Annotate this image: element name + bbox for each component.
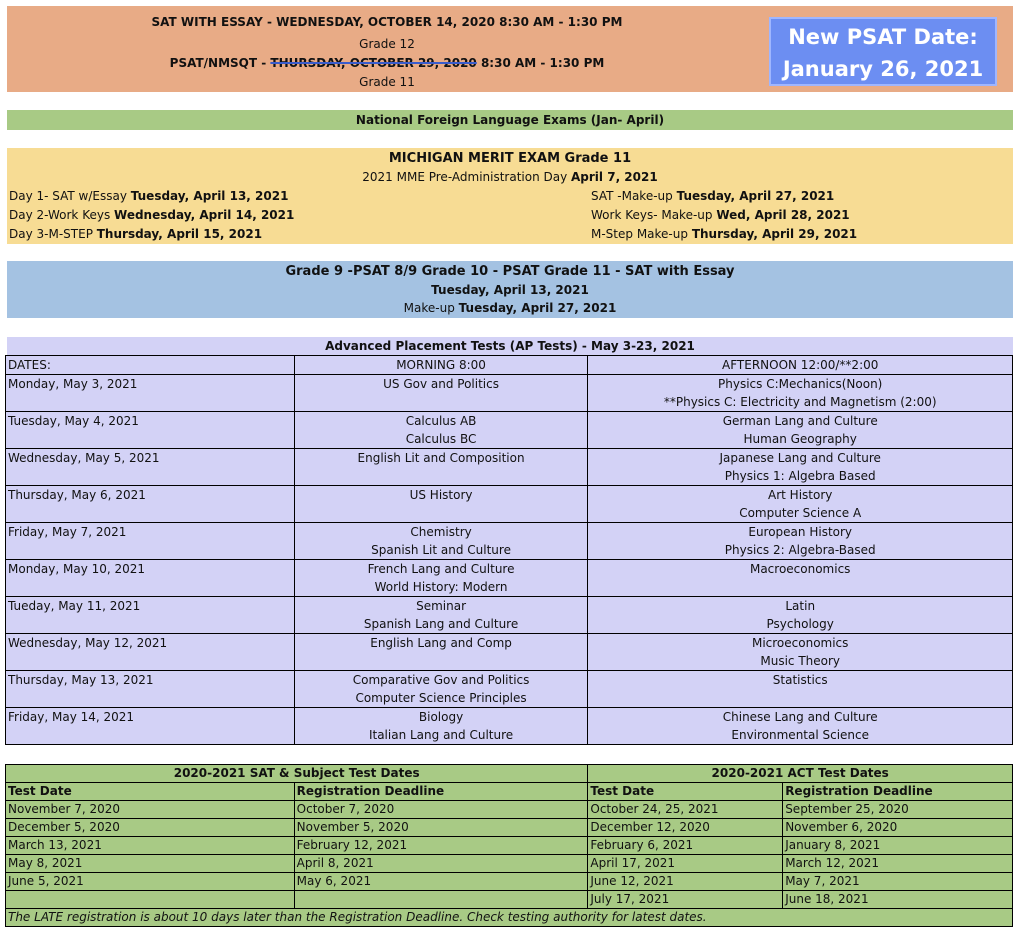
ap-exam: Latin xyxy=(785,599,816,613)
mme-day-label: Day 1- SAT w/Essay xyxy=(9,189,131,203)
ap-exam: German Lang and Culture xyxy=(722,414,878,428)
ap-date: Tueday, May 11, 2021 xyxy=(6,597,295,634)
sat-psat-banner xyxy=(7,6,1013,92)
table-row xyxy=(6,873,1013,891)
ap-date: Tuesday, May 4, 2021 xyxy=(6,412,295,449)
ap-exam: Statistics xyxy=(772,673,828,687)
act-test-date: April 17, 2021 xyxy=(588,855,783,873)
ap-date: Monday, May 10, 2021 xyxy=(6,560,295,597)
psat-grade: Grade 11 xyxy=(359,75,415,89)
grade-tests-makeup xyxy=(7,301,1013,315)
table-row xyxy=(6,597,1013,634)
ap-exam: US Gov and Politics xyxy=(383,377,499,391)
ap-exam: US History xyxy=(409,488,473,502)
grade-tests-date: Tuesday, April 13, 2021 xyxy=(431,283,589,297)
header-dates: DATES: xyxy=(6,356,295,375)
table-row xyxy=(6,708,1013,745)
ap-afternoon xyxy=(588,375,1013,412)
ap-afternoon xyxy=(588,412,1013,449)
act-test-date: February 6, 2021 xyxy=(588,837,783,855)
sat-dates-title: 2020-2021 SAT & Subject Test Dates xyxy=(6,765,588,783)
ap-exam: Spanish Lang and Culture xyxy=(363,617,519,631)
act-dates-title: 2020-2021 ACT Test Dates xyxy=(588,765,1013,783)
table-row xyxy=(6,855,1013,873)
grade-tests-makeup-label: Make-up xyxy=(403,301,459,315)
act-test-date: October 24, 25, 2021 xyxy=(588,801,783,819)
act-test-date: June 12, 2021 xyxy=(588,873,783,891)
sat-test-date: December 5, 2020 xyxy=(6,819,295,837)
ap-afternoon xyxy=(588,708,1013,745)
ap-exam: Physics 2: Algebra-Based xyxy=(724,543,876,557)
new-psat-date-box xyxy=(769,17,997,86)
sat-deadline: November 5, 2020 xyxy=(294,819,588,837)
mme-makeup-1 xyxy=(591,189,834,203)
table-header-row xyxy=(6,783,1013,801)
ap-exam: Spanish Lit and Culture xyxy=(371,543,511,557)
mme-pre-admin-date: April 7, 2021 xyxy=(571,170,658,184)
act-deadline: November 6, 2020 xyxy=(783,819,1013,837)
ap-exam: **Physics C: Electricity and Magnetism (2:00) xyxy=(663,395,937,409)
grade-tests-section xyxy=(7,261,1013,318)
sat-deadline: October 7, 2020 xyxy=(294,801,588,819)
ap-exam: Human Geography xyxy=(743,432,857,446)
table-row xyxy=(6,486,1013,523)
ap-exam: Physics C:Mechanics(Noon) xyxy=(718,377,883,391)
mme-makeup-label: M-Step Make-up xyxy=(591,227,692,241)
ap-date: Friday, May 14, 2021 xyxy=(6,708,295,745)
table-row xyxy=(6,819,1013,837)
ap-afternoon xyxy=(588,597,1013,634)
sat-test-date: March 13, 2021 xyxy=(6,837,295,855)
mme-day-2 xyxy=(9,208,294,222)
sat-test-date: November 7, 2020 xyxy=(6,801,295,819)
new-psat-label: New PSAT Date: xyxy=(788,25,978,49)
ap-afternoon xyxy=(588,486,1013,523)
ap-exam: Art History xyxy=(768,488,833,502)
ap-exam: Calculus AB xyxy=(405,414,477,428)
psat-time: 8:30 AM - 1:30 PM xyxy=(476,56,605,70)
psat-old-date: THURSDAY, OCTOBER 29, 2020 xyxy=(270,56,477,70)
sat-deadline-header: Registration Deadline xyxy=(294,783,588,801)
mme-makeup-date: Thursday, April 29, 2021 xyxy=(691,227,858,241)
act-test-date: December 12, 2020 xyxy=(588,819,783,837)
ap-exam: Comparative Gov and Politics xyxy=(352,673,530,687)
table-header-row xyxy=(6,356,1013,375)
mme-day-3 xyxy=(9,227,262,241)
ap-morning xyxy=(294,486,588,523)
ap-morning xyxy=(294,634,588,671)
ap-exam: Physics 1: Algebra Based xyxy=(724,469,876,483)
table-title-row xyxy=(6,765,1013,783)
act-test-date: July 17, 2021 xyxy=(588,891,783,909)
table-row xyxy=(6,375,1013,412)
ap-exam: French Lang and Culture xyxy=(367,562,515,576)
table-row xyxy=(6,560,1013,597)
ap-date: Thursday, May 13, 2021 xyxy=(6,671,295,708)
ap-morning xyxy=(294,597,588,634)
table-row xyxy=(6,523,1013,560)
ap-exam: Computer Science A xyxy=(739,506,862,520)
ap-exam: Computer Science Principles xyxy=(355,691,527,705)
table-row xyxy=(6,671,1013,708)
ap-exam: Japanese Lang and Culture xyxy=(719,451,881,465)
sat-test-date xyxy=(6,891,295,909)
ap-exam: Seminar xyxy=(416,599,467,613)
table-row xyxy=(6,891,1013,909)
ap-exam: Music Theory xyxy=(760,654,841,668)
ap-date: Thursday, May 6, 2021 xyxy=(6,486,295,523)
grade-tests-title: Grade 9 -PSAT 8/9 Grade 10 - PSAT Grade 11 - SAT with Essay xyxy=(285,264,735,279)
grade-tests-makeup-date: Tuesday, April 27, 2021 xyxy=(458,301,617,315)
mme-day-label: Day 2-Work Keys xyxy=(9,208,115,222)
ap-tests-table xyxy=(5,355,1013,745)
mme-makeup-2 xyxy=(591,208,850,222)
ap-morning xyxy=(294,708,588,745)
sat-line: SAT WITH ESSAY - WEDNESDAY, OCTOBER 14, 2020 8:30 AM - 1:30 PM xyxy=(151,15,623,29)
ap-morning xyxy=(294,560,588,597)
psat-prefix: PSAT/NMSQT - xyxy=(169,56,271,70)
sat-test-date: May 8, 2021 xyxy=(6,855,295,873)
mme-pre-admin xyxy=(7,170,1013,184)
table-row xyxy=(6,412,1013,449)
ap-exam: Chemistry xyxy=(410,525,472,539)
mme-makeup-3 xyxy=(591,227,857,241)
ap-exam: World History: Modern xyxy=(374,580,508,594)
ap-exam: Macroeconomics xyxy=(749,562,851,576)
ap-exam: Environmental Science xyxy=(731,728,870,742)
sat-test-date-header: Test Date xyxy=(6,783,295,801)
ap-afternoon xyxy=(588,449,1013,486)
ap-morning xyxy=(294,523,588,560)
act-deadline: January 8, 2021 xyxy=(783,837,1013,855)
ap-exam: Psychology xyxy=(766,617,834,631)
sat-deadline: May 6, 2021 xyxy=(294,873,588,891)
mme-day-date: Tuesday, April 13, 2021 xyxy=(130,189,289,203)
late-registration-note: The LATE registration is about 10 days later than the Registration Deadline. Check testing authority for latest dates. xyxy=(6,909,1013,927)
act-deadline: September 25, 2020 xyxy=(783,801,1013,819)
ap-afternoon xyxy=(588,523,1013,560)
mme-day-label: Day 3-M-STEP xyxy=(9,227,97,241)
mme-makeup-date: Wed, April 28, 2021 xyxy=(716,208,850,222)
act-deadline: May 7, 2021 xyxy=(783,873,1013,891)
mme-makeup-label: SAT -Make-up xyxy=(591,189,677,203)
ap-morning xyxy=(294,412,588,449)
header-afternoon: AFTERNOON 12:00/**2:00 xyxy=(588,356,1013,375)
table-row xyxy=(6,449,1013,486)
ap-date: Friday, May 7, 2021 xyxy=(6,523,295,560)
header-morning: MORNING 8:00 xyxy=(294,356,588,375)
foreign-language-bar: National Foreign Language Exams (Jan- April) xyxy=(7,110,1013,130)
ap-afternoon xyxy=(588,671,1013,708)
ap-date: Wednesday, May 12, 2021 xyxy=(6,634,295,671)
ap-exam: Calculus BC xyxy=(405,432,477,446)
ap-tests-title: Advanced Placement Tests (AP Tests) - May 3-23, 2021 xyxy=(7,337,1013,356)
table-row xyxy=(6,837,1013,855)
psat-line xyxy=(7,56,767,70)
mme-day-date: Thursday, April 15, 2021 xyxy=(96,227,263,241)
sat-deadline xyxy=(294,891,588,909)
ap-morning xyxy=(294,449,588,486)
ap-date: Monday, May 3, 2021 xyxy=(6,375,295,412)
mme-makeup-date: Tuesday, April 27, 2021 xyxy=(676,189,835,203)
sat-deadline: February 12, 2021 xyxy=(294,837,588,855)
act-deadline: June 18, 2021 xyxy=(783,891,1013,909)
ap-date: Wednesday, May 5, 2021 xyxy=(6,449,295,486)
ap-exam: Microeconomics xyxy=(751,636,849,650)
mme-day-date: Wednesday, April 14, 2021 xyxy=(114,208,295,222)
mme-title: MICHIGAN MERIT EXAM Grade 11 xyxy=(388,151,632,166)
sat-act-dates-table xyxy=(5,764,1013,927)
ap-morning xyxy=(294,671,588,708)
ap-exam: English Lang and Comp xyxy=(370,636,512,650)
act-deadline: March 12, 2021 xyxy=(783,855,1013,873)
ap-afternoon xyxy=(588,560,1013,597)
ap-exam: European History xyxy=(748,525,853,539)
ap-morning xyxy=(294,375,588,412)
ap-exam: Chinese Lang and Culture xyxy=(722,710,878,724)
sat-grade: Grade 12 xyxy=(359,37,415,51)
mme-pre-admin-label: 2021 MME Pre-Administration Day xyxy=(362,170,572,184)
ap-exam: Italian Lang and Culture xyxy=(368,728,514,742)
act-test-date-header: Test Date xyxy=(588,783,783,801)
act-deadline-header: Registration Deadline xyxy=(783,783,1013,801)
sat-deadline: April 8, 2021 xyxy=(294,855,588,873)
ap-exam: English Lit and Composition xyxy=(357,451,525,465)
sat-test-date: June 5, 2021 xyxy=(6,873,295,891)
new-psat-date: January 26, 2021 xyxy=(782,57,984,81)
michigan-merit-exam-section xyxy=(7,148,1013,244)
ap-exam: Biology xyxy=(418,710,464,724)
table-note-row xyxy=(6,909,1013,927)
table-row xyxy=(6,801,1013,819)
mme-makeup-label: Work Keys- Make-up xyxy=(591,208,717,222)
table-row xyxy=(6,634,1013,671)
ap-afternoon xyxy=(588,634,1013,671)
mme-day-1 xyxy=(9,189,288,203)
